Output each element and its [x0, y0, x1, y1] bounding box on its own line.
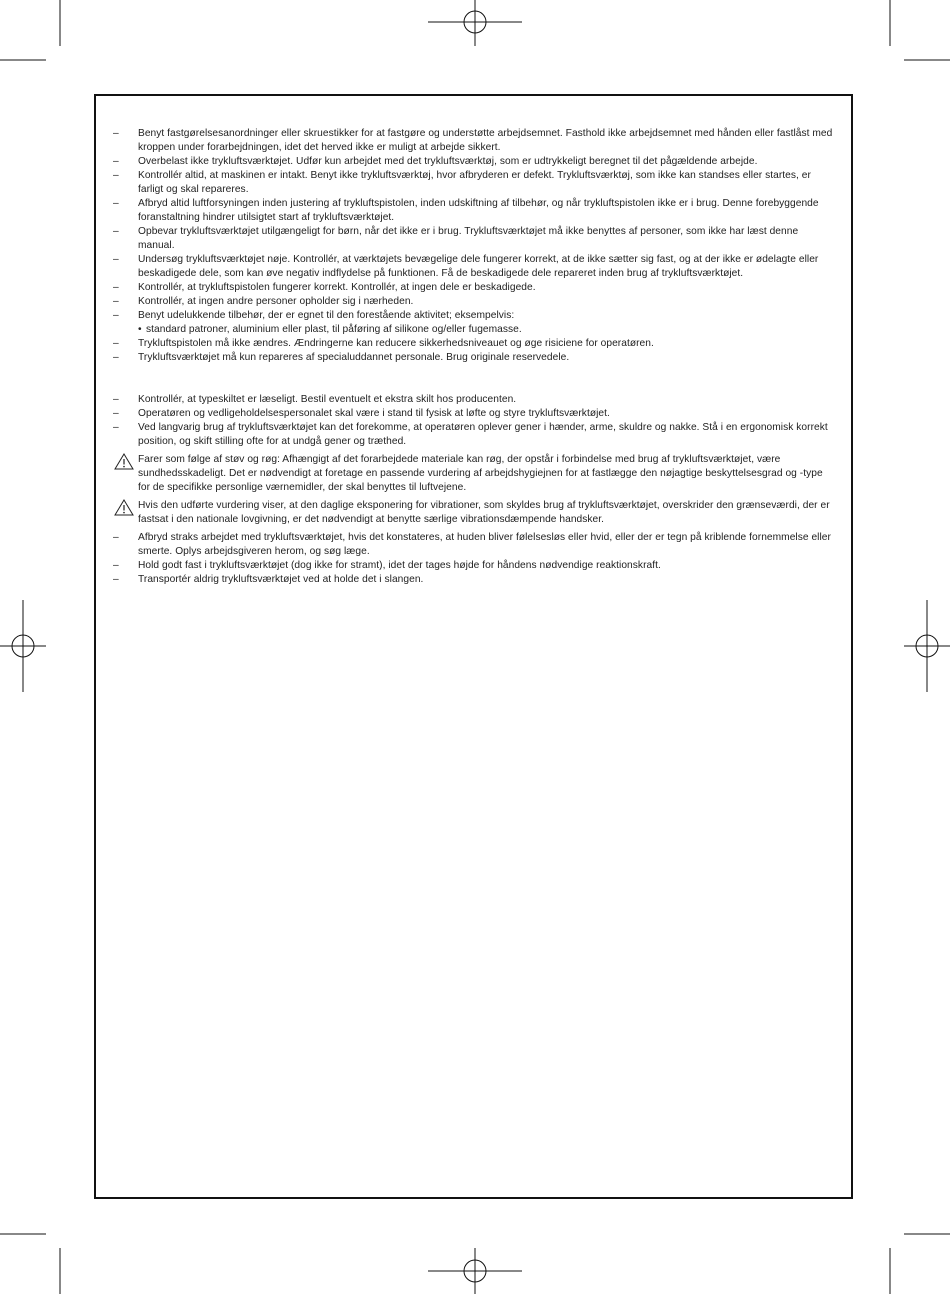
dash: –: [113, 560, 119, 571]
list-item: [113, 225, 833, 253]
dash: –: [113, 282, 119, 293]
item-text: Afbryd straks arbejdet med trykluftsværktøjet, hvis det konstateres, at huden bliver følelsesløs eller hvid, eller der er tegn på kriblende fornemmelse eller smerte. Oplys arbejdsgiveren herom, og søg læge.: [138, 532, 831, 557]
item-text: Kontrollér, at trykluftspistolen fungerer korrekt. Kontrollér, at ingen dele er beskadigede.: [138, 282, 536, 293]
item-text: Trykluftspistolen må ikke ændres. Ændringerne kan reducere sikkerhedsniveauet og øge risiciene for operatøren.: [138, 338, 654, 349]
warning-item: [113, 499, 833, 527]
list-item: [113, 197, 833, 225]
registration-mark-icon: [428, 1248, 522, 1294]
warning-triangle-icon: [114, 499, 134, 516]
list-item: [113, 351, 833, 365]
registration-mark-icon: [904, 600, 950, 692]
list-item: [113, 169, 833, 197]
list-item: [113, 155, 833, 169]
list-item: [113, 407, 833, 421]
list-item: [113, 421, 833, 449]
item-text: Transportér aldrig trykluftsværktøjet ved at holde det i slangen.: [138, 574, 424, 585]
warning-item: [113, 453, 833, 495]
list-item: [113, 127, 833, 155]
list-item: [113, 253, 833, 281]
warning-text: Hvis den udførte vurdering viser, at den daglige eksponering for vibrationer, som skyldes brug af trykluftsværktøjet, overskrider den grænseværdi, der er fastsat i den nationale lovgivning, er det nødvendigt at benytte særlige vibrationsdæmpende handsker.: [138, 500, 830, 525]
dash: –: [113, 394, 119, 405]
item-text: Kontrollér, at ingen andre personer opholder sig i nærheden.: [138, 296, 414, 307]
item-text: Benyt udelukkende tilbehør, der er egnet til den forestående aktivitet; eksempelvis:: [138, 310, 515, 321]
list-item: [113, 559, 833, 573]
item-text: Opbevar trykluftsværktøjet utilgængeligt for børn, når det ikke er i brug. Trykluftsværktøjet må ikke benyttes af personer, som ikke har læst denne manual.: [138, 226, 799, 251]
item-text: Kontrollér altid, at maskinen er intakt. Benyt ikke trykluftsværktøj, hvor afbryderen er defekt. Trykluftsværktøj, som ikke kan standses eller startes, er farligt og skal repareres.: [138, 170, 811, 195]
bullet: •: [138, 324, 142, 335]
dash: –: [113, 128, 119, 139]
dash: –: [113, 296, 119, 307]
dash: –: [113, 170, 119, 181]
list-item: [113, 309, 833, 323]
dash: –: [113, 198, 119, 209]
item-text: Ved langvarig brug af trykluftsværktøjet kan det forekomme, at operatøren oplever gener i hænder, arme, skuldre og nakke. Stå i en ergonomisk korrekt position, og skift stilling ofte for at undgå gener og træthed.: [138, 422, 828, 447]
dash: –: [113, 574, 119, 585]
item-text: Hold godt fast i trykluftsværktøjet (dog ikke for stramt), idet der tages højde for håndens nødvendige reaktionskraft.: [138, 560, 661, 571]
dash: –: [113, 156, 119, 167]
dash: –: [113, 226, 119, 237]
list-item: [113, 393, 833, 407]
list-item: [113, 337, 833, 351]
item-text: standard patroner, aluminium eller plast, til påføring af silikone og/eller fugemasse.: [146, 324, 522, 335]
list-item: [113, 295, 833, 309]
safety-text: [113, 127, 833, 587]
list-item: [113, 281, 833, 295]
item-text: Afbryd altid luftforsyningen inden justering af trykluftspistolen, inden udskiftning af tilbehør, og når trykluftspistolen ikke er i brug. Denne forebyggende foranstaltning hindrer utilsigtet start af trykluftsværktøjet.: [138, 198, 819, 223]
dash: –: [113, 310, 119, 321]
dash: –: [113, 532, 119, 543]
item-text: Benyt fastgørelsesanordninger eller skruestikker for at fastgøre og understøtte arbejdsemnet. Fasthold ikke arbejdsemnet med hånden eller fastlåst med kroppen under forarbejdningen, idet det herved ikke er muligt at arbejde sikkert.: [138, 128, 833, 153]
item-text: Overbelast ikke trykluftsværktøjet. Udfør kun arbejdet med det trykluftsværktøj, som er udtrykkeligt beregnet til det pågældende arbejde.: [138, 156, 758, 167]
item-text: Kontrollér, at typeskiltet er læseligt. Bestil eventuelt et ekstra skilt hos producenten.: [138, 394, 517, 405]
list-item: [113, 573, 833, 587]
item-text: Undersøg trykluftsværktøjet nøje. Kontrollér, at værktøjets bevægelige dele fungerer korrekt, at de ikke sætter sig fast, og at der ikke er ødelagte eller beskadigede dele, som kan øve negativ indflydelse på funktionen. Få de beskadigede dele repareret inden brug af trykluftsværktøjet.: [138, 254, 819, 279]
sub-list-item: [113, 323, 833, 337]
item-text: Operatøren og vedligeholdelsespersonalet skal være i stand til fysisk at løfte og styre trykluftsværktøjet.: [138, 408, 610, 419]
dash: –: [113, 254, 119, 265]
dash: –: [113, 338, 119, 349]
warning-triangle-icon: [114, 453, 134, 470]
item-text: Trykluftsværktøjet må kun repareres af specialuddannet personale. Brug originale reservedele.: [138, 352, 570, 363]
dash: –: [113, 422, 119, 433]
dash: –: [113, 352, 119, 363]
registration-mark-icon: [428, 0, 522, 46]
warning-text: Farer som følge af støv og røg: Afhængigt af det forarbejdede materiale kan røg, der opstår i forbindelse med brug af trykluftsværktøjet, være sundhedsskadeligt. Det er nødvendigt at foretage en passende vurdering af arbejdshygiejnen for at fastlægge den nøjagtige beskyttelsesgrad og -type for de specifikke personlige værnemidler, der skal benyttes til luftvejene.: [138, 454, 823, 493]
dash: –: [113, 408, 119, 419]
list-item: [113, 531, 833, 559]
registration-mark-icon: [0, 600, 46, 692]
